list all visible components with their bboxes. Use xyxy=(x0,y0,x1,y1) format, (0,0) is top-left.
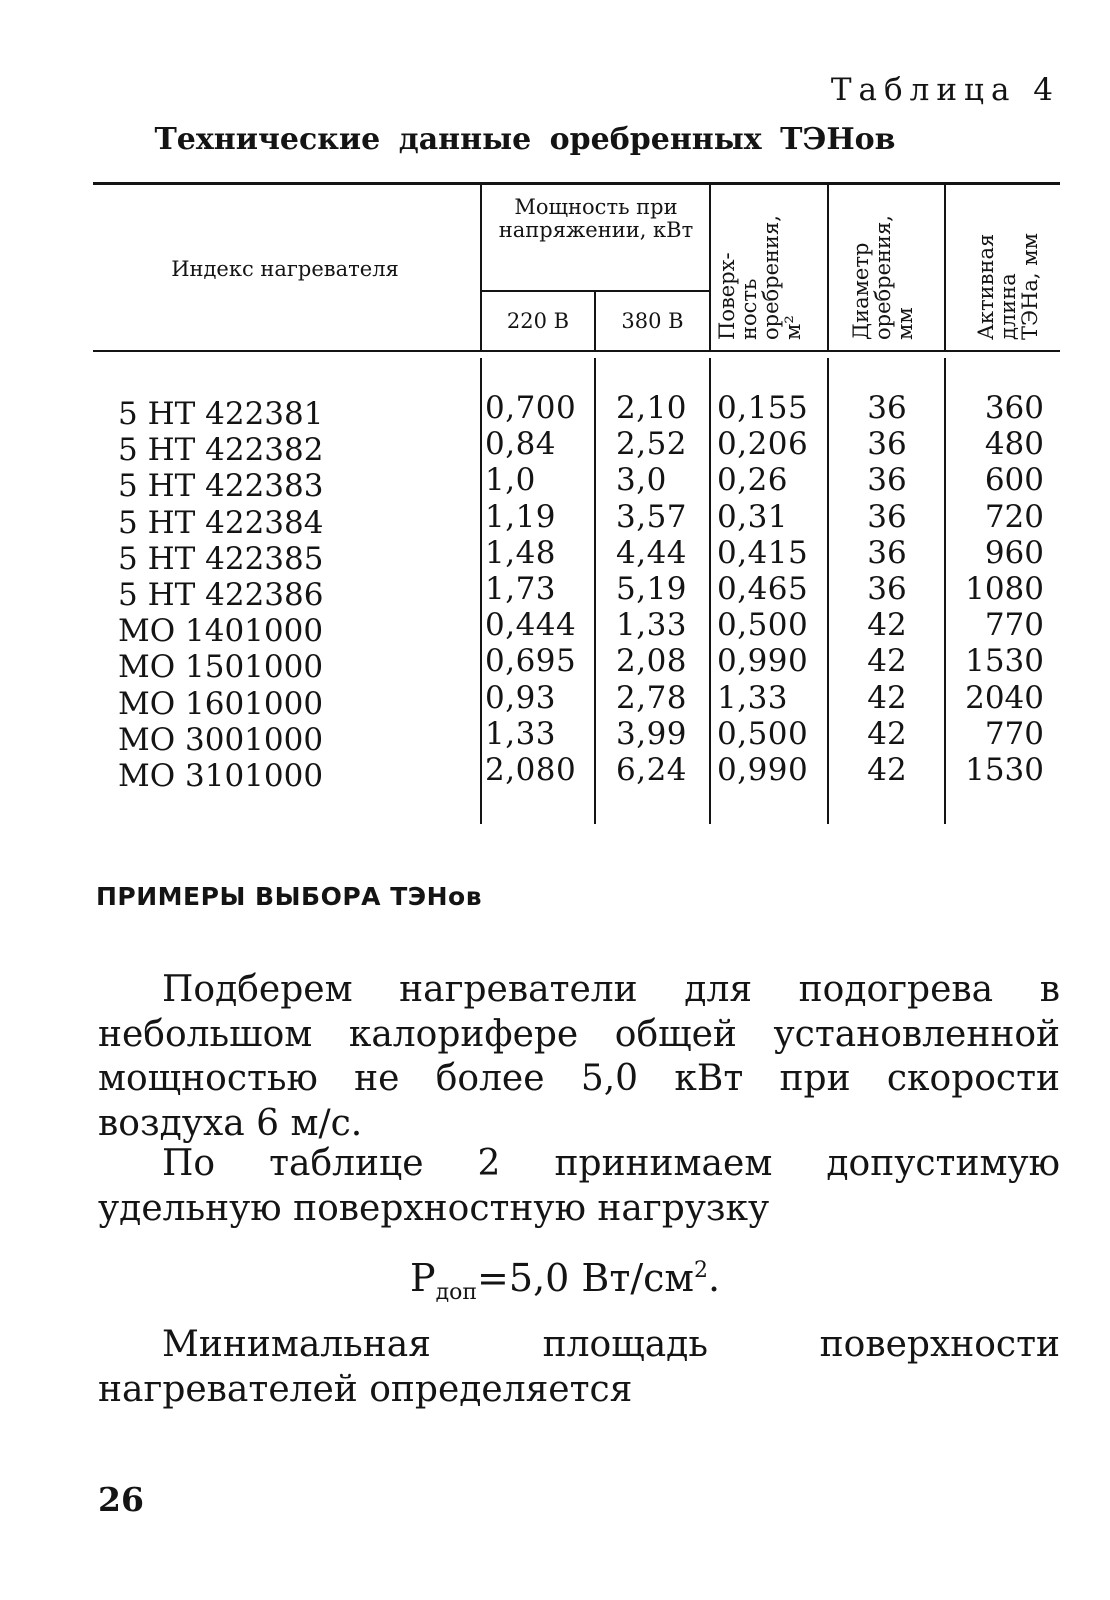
col-divider-power xyxy=(709,185,711,350)
table-cell: 0,415 xyxy=(717,534,809,571)
table-cell: 0,155 xyxy=(717,390,809,426)
table-cell: 1,19 xyxy=(485,498,557,535)
table-cell: 42 xyxy=(867,643,907,680)
formula-symbol: P xyxy=(410,1256,436,1300)
table-cell: МО 1501000 xyxy=(118,649,324,686)
table-title: Технические данные оребренных ТЭНов xyxy=(154,122,896,157)
table-cell: 2,08 xyxy=(616,643,688,680)
table-cell: 42 xyxy=(867,607,907,644)
table-cell: 0,84 xyxy=(485,426,557,463)
table-cell: 0,500 xyxy=(717,715,809,752)
table-cell: МО 1401000 xyxy=(118,613,324,650)
table-cell: 36 xyxy=(867,570,907,607)
paragraph: По таблице 2 принимаем допустимую удельную поверхностную нагрузку xyxy=(98,1143,1060,1229)
table-cell: 1,73 xyxy=(485,570,557,607)
table-cell: 5 НТ 422386 xyxy=(118,576,324,613)
table-cell: 36 xyxy=(867,426,907,463)
table-cell: 0,700 xyxy=(485,390,577,426)
table-cell: 2,080 xyxy=(485,751,577,788)
table-cell: 2,78 xyxy=(616,679,688,716)
header-index: Индекс нагревателя xyxy=(171,257,399,281)
body-divider-voltage xyxy=(594,358,596,824)
header-surface: Поверх- ность оребрения, м² xyxy=(715,215,805,340)
table-cell: МО 3101000 xyxy=(118,757,324,794)
header-380v: 380 В xyxy=(621,309,684,333)
col-divider-diameter xyxy=(944,185,946,350)
formula-end: . xyxy=(708,1256,721,1300)
table-top-rule xyxy=(93,182,1060,185)
table-cell: 480 xyxy=(984,426,1044,463)
column-power-380v xyxy=(616,390,687,788)
table-cell: 36 xyxy=(867,462,907,499)
formula xyxy=(410,1256,720,1305)
header-bottom-rule xyxy=(93,350,1060,352)
table-cell: 3,99 xyxy=(616,715,688,752)
paragraph: Минимальная площадь поверхности нагревателей определяется xyxy=(98,1324,1060,1410)
table-cell: 0,990 xyxy=(717,643,809,680)
table-cell: 6,24 xyxy=(616,751,688,788)
table-cell: 2040 xyxy=(965,679,1044,716)
table-cell: 1,33 xyxy=(717,679,789,716)
formula-superscript: 2 xyxy=(694,1258,708,1283)
table-cell: 1530 xyxy=(965,643,1044,680)
column-index xyxy=(118,396,323,794)
table-cell: 36 xyxy=(867,534,907,571)
table-cell: 770 xyxy=(984,715,1044,752)
header-220v: 220 В xyxy=(506,309,570,333)
formula-value: =5,0 Вт/см xyxy=(477,1256,694,1300)
table-cell: 42 xyxy=(867,679,907,716)
table-cell: 4,44 xyxy=(616,534,688,571)
header-diameter: Диаметр оребрения, мм xyxy=(849,215,917,340)
header-power-group: Мощность при напряжении, кВт xyxy=(498,195,694,242)
table-cell: 0,990 xyxy=(717,751,809,788)
paragraph: Подберем нагреватели для подогрева в небольшом калорифере общей установленной мощностью не более 5,0 кВт при скорости воздуха 6 м/с. xyxy=(98,969,1060,1144)
column-surface xyxy=(717,390,808,788)
table-number-label: Таблица 4 xyxy=(830,72,1060,108)
header-active-length: Активная длина ТЭНа, мм xyxy=(974,233,1042,340)
table-cell: 1530 xyxy=(965,751,1044,788)
formula-subscript: доп xyxy=(435,1280,478,1305)
table-cell: 5 НТ 422382 xyxy=(118,432,324,469)
table-cell: 1,48 xyxy=(485,534,557,571)
table-cell: 0,695 xyxy=(485,643,577,680)
table-cell: 0,31 xyxy=(717,498,789,535)
table-cell: 36 xyxy=(867,498,907,535)
column-diameter xyxy=(828,390,946,788)
column-active-length xyxy=(948,390,1044,788)
table-cell: 1,0 xyxy=(485,462,536,499)
table-cell: 360 xyxy=(984,390,1044,426)
table-cell: 0,465 xyxy=(717,570,809,607)
table-cell: 5 НТ 422384 xyxy=(118,504,324,541)
table-cell: 3,0 xyxy=(616,462,667,499)
table-cell: 600 xyxy=(984,462,1044,499)
table-cell: 3,57 xyxy=(616,498,688,535)
table-cell: 2,52 xyxy=(616,426,688,463)
table-cell: 2,10 xyxy=(616,390,688,426)
table-cell: 5,19 xyxy=(616,570,688,607)
table-cell: МО 1601000 xyxy=(118,685,324,722)
table-cell: 36 xyxy=(867,390,907,426)
power-subheader-rule xyxy=(482,290,710,292)
table-cell: 720 xyxy=(984,498,1044,535)
table-cell: 5 НТ 422381 xyxy=(118,396,324,432)
table-cell: 0,444 xyxy=(485,607,577,644)
section-heading: ПРИМЕРЫ ВЫБОРА ТЭНов xyxy=(96,882,483,911)
page-number: 26 xyxy=(98,1480,144,1519)
table-cell: 0,500 xyxy=(717,607,809,644)
col-divider-surface xyxy=(827,185,829,350)
table-cell: 1080 xyxy=(965,570,1044,607)
table-cell: 770 xyxy=(984,607,1044,644)
table-cell: 1,33 xyxy=(485,715,557,752)
column-power-220v xyxy=(485,390,576,788)
table-cell: 42 xyxy=(867,751,907,788)
table-cell: 42 xyxy=(867,715,907,752)
table-cell: 0,93 xyxy=(485,679,557,716)
table-cell: 960 xyxy=(984,534,1044,571)
table-cell: МО 3001000 xyxy=(118,721,324,758)
table-cell: 1,33 xyxy=(616,607,688,644)
table-cell: 0,206 xyxy=(717,426,809,463)
body-divider-power xyxy=(709,358,711,824)
table-cell: 5 НТ 422383 xyxy=(118,468,324,505)
table-cell: 5 НТ 422385 xyxy=(118,540,324,577)
table-cell: 0,26 xyxy=(717,462,789,499)
body-divider-index xyxy=(480,358,482,824)
